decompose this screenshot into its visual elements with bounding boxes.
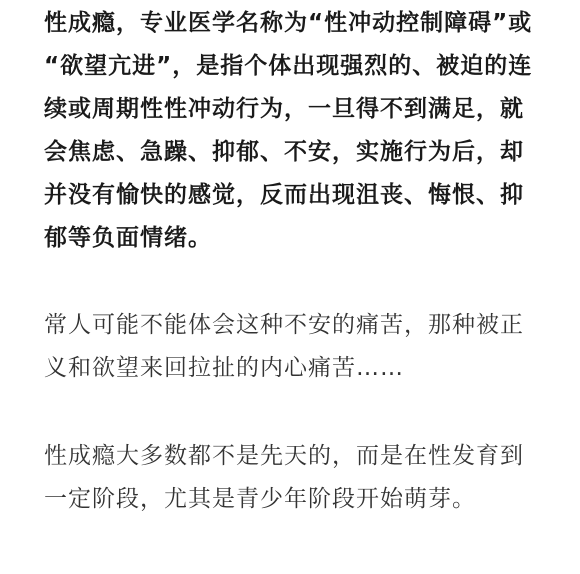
text-line: “欲望亢进”，是指个体出现强烈的、被迫的连 [44, 53, 533, 79]
text-line: 常人可能不能体会这种不安的痛苦，那种被正 [44, 312, 524, 338]
text-line: 续或周期性性冲动行为，一旦得不到满足，就 [44, 96, 524, 122]
text-line: 会焦虑、急躁、抑郁、不安，实施行为后，却 [44, 139, 524, 165]
text-line: 性成瘾大多数都不是先天的，而是在性发育到 [44, 443, 524, 469]
text-line: 并没有愉快的感觉，反而出现沮丧、悔恨、抑 [44, 182, 524, 208]
paragraph-definition [44, 0, 544, 260]
article-body [44, 0, 544, 521]
text-line: 一定阶段，尤其是青少年阶段开始萌芽。 [44, 486, 476, 512]
text-line: 性成瘾，专业医学名称为“性冲动控制障碍”或 [44, 10, 533, 36]
paragraph-inner-pain [44, 304, 544, 390]
paragraph-origin [44, 435, 544, 521]
text-line: 郁等负面情绪。 [44, 225, 212, 251]
text-line: 义和欲望来回拉扯的内心痛苦…… [44, 355, 404, 381]
